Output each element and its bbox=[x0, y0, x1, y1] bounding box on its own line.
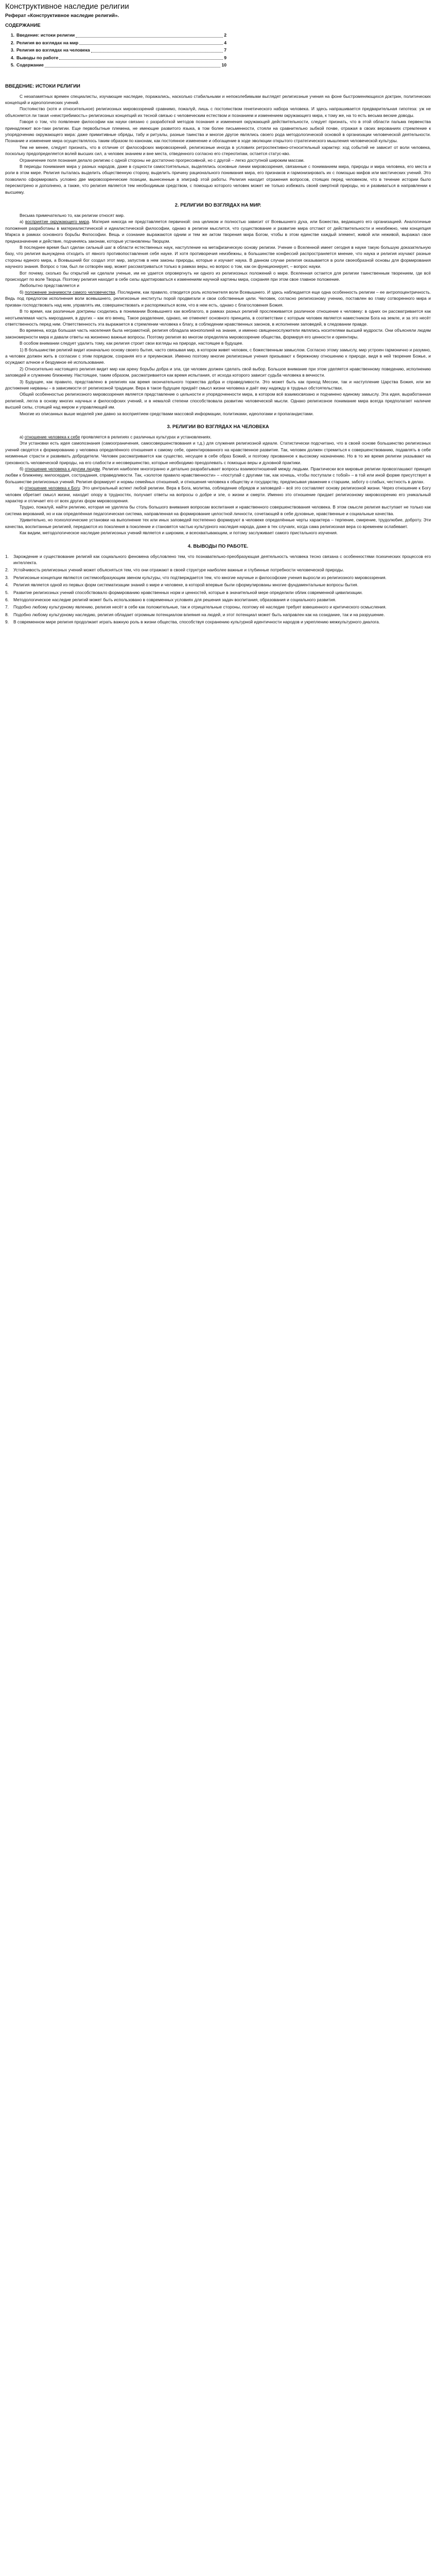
toc-item-page: 9 bbox=[224, 55, 226, 60]
paragraph: В то время, как различные доктрины сходились в понимании Всевышнего как всеблагого, в рамках разных религий прослеживается различное отношение к человеку: в одних он рассматривается как неотъемлемая часть мироздания, в других – как его венец. Такое разделение, однако, не отменяет основного принципа, в соответствии с которым человек является наместником Бога на земле, и за это несёт ответственность перед ним. Ответственность эта выражается в стремлении человека к благу, в соблюдении нравственных законов, в исполнении заповедей, в следовании правде. bbox=[5, 309, 431, 327]
paragraph: Многие из описанных выше моделей уже давно за восприятием средствами массовой информации, политиками, идеологами и пропагандистами. bbox=[20, 411, 314, 416]
paragraph: В периоды понимания мира у разных народов, даже в сущности самостоятельных, выделялись основные линии мировоззрения, связанные с пониманием мира, природы и мира человека, его места и роли в этом мире. Религия пыталась выделить общественную сторону, выделить причину рационального понимания мира, его признаков и гармонизировать их с помощью мифов или мистических учений. Это позволило сформировать условно две мировоззренческие позиции, вынесенные в эпиграф этой работы. Религия находит отражения вопросов, стоящих перед человеком, что в течение истории было пересмотрено и дополнено, а также, что религия является тем необходимым средством, с помощью которого человек может не только избежать своей смертной природы, но и развиваться в направлении к высшему. bbox=[5, 163, 431, 195]
document-subtitle: Реферат «Конструктивное наследие религий». bbox=[5, 13, 119, 19]
toc-item-label: Содержание bbox=[16, 62, 44, 67]
conclusion-number: 7. bbox=[5, 604, 9, 610]
paragraph: б) положение значимости самого человечества. Последнем, как правило, отводится роль исполнителя воли Всевышнего. И здесь наблюдается еще одна особенность религии – ее антропоцентричность. Ведь под предлогом исполнения воли всевышнего, религиозные институты порой продвигали и свои собственные цели. Человек, согласно религиозному учению, поставлен во главу сотворенного мира и призван господствовать над ним, управлять им, совершенствовать и распоряжаться всем, что в нем есть, однако с благословения Божия. bbox=[5, 289, 431, 308]
conclusion-item bbox=[5, 574, 431, 581]
paragraph: Во времена, когда большая часть населения была неграмотной, религия обладала монополией на знание, и именно священнослужители являлись носителями высшей мудрости. Они объясняли людям закономерности мира и давали ответы на жизненно важные вопросы. Поэтому религия во многом определяла мировоззрение общества, формируя его ценности и ориентиры. bbox=[5, 328, 431, 340]
toc-item-label: Выводы по работе bbox=[16, 55, 59, 60]
toc-item-number: 2. bbox=[10, 40, 14, 45]
toc-item-number: 1. bbox=[10, 32, 14, 38]
conclusion-text: Религия является одной из первых форм систематизации знаний о мире и человеке, в которой впервые были сформулированы многие фундаментальные вопросы бытия. bbox=[13, 582, 359, 588]
conclusion-number: 1. bbox=[5, 553, 9, 559]
conclusions-heading: 4. ВЫВОДЫ ПО РАБОТЕ. bbox=[187, 543, 249, 549]
paragraph: В последнее время был сделан сильный шаг в области естественных наук, наступление на метафизическую основу религии. Учение о Вселенной имеет сегодня в науке такую большую доказательную базу, что религия вынуждена отходить от явного противопоставления себя науке. И хотя противоречия неизбежны, в большинстве конфессий распространяется мнение, что наука и религия изучают разные стороны единого мира, а Всевышний бог создал этот мир, запустив в нем законы природы, которые и изучает наука. В данном случае религия оказывается в роли своеобразной основы для формирования научного знания. Вопрос о том, был ли сотворён мир, может рассматриваться только в рамках веры, но вопрос о том, как он функционирует, – вопрос науки. bbox=[5, 245, 431, 269]
paragraph: в) отношение человека к Богу. Это центральный аспект любой религии. Вера в Бога, молитва, соблюдение обрядов и заповедей – всё это составляет основу религиозной жизни. Через отношение к Богу человек обретает смысл жизни, находит опору в трудностях, получает ответы на вопросы о добре и зле, о жизни и смерти. Именно это отношение придает религиозному мировоззрению его уникальный характер и отличает его от всех других форм мировоззрения. bbox=[5, 485, 431, 504]
conclusions-list bbox=[5, 553, 431, 625]
toc-leader-dots bbox=[91, 52, 223, 53]
toc-item-label: Религия во взглядах на человека bbox=[16, 47, 90, 53]
toc-item[interactable] bbox=[5, 61, 226, 69]
paragraph: Говоря о том, что появление философии как науки связано с разработкой методов познания и изменения окружающей действительности, следует признать, что в этой области пальма первенства принадлежит все-таки религии. Еще первобытные племена, не имеющие развитого языка, в том более письменности, стояли на сравнительно зыбкой почве, отражая в своих верованиях стремление к упорядочению окружающего мира: даже примитивные обряды, табу и ритуалы, разные таинства и многое другое являлись своего рода методологической основой в организации человеческой деятельности. Познание и изменение мира осуществлялось таким образом по канонам, как постоянное изменение и обогащение в ходе эволюции открытого стратегического мышления человеческой культуры. bbox=[5, 119, 431, 144]
paragraph: Удивительно, но психологические установки на выполнение тех или иных заповедей постепенно формируют в человеке определённые черты характера – терпение, смирение, трудолюбие, доброту. Эти качества, воспитанные религией, передаются из поколения в поколение и становятся частью культурного наследия народа, даже в тех случаях, когда сама религиозная вера со временем ослабевает. bbox=[5, 517, 431, 529]
toc-item[interactable] bbox=[5, 54, 226, 62]
paragraph: Любопытно представляется и bbox=[20, 283, 79, 289]
conclusion-text: Подобно любому культурному явлению, религия несёт в себе как положительные, так и отрицательные стороны, поэтому её наследие требует взвешенного и критического осмысления. bbox=[13, 604, 387, 610]
conclusion-number: 5. bbox=[5, 589, 9, 595]
paragraph: а) восприятие окружающего мира. Материя никогда не представляется первичной: она целиком и полностью зависит от Всевышнего духа, или Божества, ведающего его организацией. Аналогичные положения разработаны в материалистической и идеалистической философии, однако в религии мыслится, что существование и развитие мира отстают от действительности и неизбежно, чем концепция Маркса в рамках основного борьбы Философии. Вещь и сознание выражаются одним и тем же актом творения мира Богом, чтобы в этом единстве каждый элемент, живой или неживой, выражал свое предназначение и действие, подчиняясь законам, которые установлены Творцом. bbox=[5, 219, 431, 244]
section-heading: 2. РЕЛИГИИ ВО ВЗГЛЯДАХ НА МИР. bbox=[175, 202, 261, 208]
toc-item-label: Религия во взглядах на мир bbox=[16, 40, 79, 45]
page-title: Конструктивное наследие религии bbox=[5, 2, 129, 11]
conclusion-text: Зарождение и существование религий как социального феномена обусловлено тем, что познавательно-преобразующая деятельность человека тесно связана с особенностями психических процессов его интеллекта. bbox=[13, 553, 431, 565]
paragraph: 3) Будущее, как правило, представлено в религиях как время окончательного торжества добра и справедливости. Это может быть как приход Мессии, так и наступление Царства Божия, или же достижение нирваны – в зависимости от религиозной традиции. Вера в такое будущее придаёт смысл жизни человека и даёт ему надежду в трудных обстоятельствах. bbox=[5, 379, 431, 391]
conclusion-text: Подобно любому культурному наследию, религия обладает огромным потенциалом влияния на людей, и этот потенциал может быть направлен как на созидание, так и на разрушение. bbox=[13, 612, 385, 617]
toc-leader-dots bbox=[79, 44, 223, 45]
paragraph: б) отношение человека к другим людям. Религия наиболее многогранно и детально разрабатывает вопросы взаимоотношений между людьми. Практически все мировые религии провозглашают принцип любви к ближнему, милосердия, сострадания, справедливости. Так, «золотое правило нравственности» – «поступай с другими так, как хочешь, чтобы поступали с тобой» – в той или иной форме присутствует в большинстве религиозных учений. Религия формирует и нормы семейных отношений, и отношения человека к обществу и государству, предписывая уважение к старшим, заботу о слабых, честность в делах. bbox=[5, 466, 431, 484]
paragraph: 2) Относительно настоящего религия видит мир как арену борьбы добра и зла, где человек должен сделать свой выбор. Большое внимание при этом уделяется нравственному поведению, исполнению заповедей и служению ближнему. Настоящее, таким образом, рассматривается как время испытания, от исхода которого зависит судьба человека в вечности. bbox=[5, 366, 431, 378]
toc-item-page: 2 bbox=[224, 32, 226, 38]
table-of-contents bbox=[5, 31, 226, 69]
conclusion-number: 2. bbox=[5, 567, 9, 573]
paragraph: Общей особенностью религиозного мировоззрения является представление о цельности и упорядоченности мира, в котором всё взаимосвязано и подчинено единому замыслу. Эта идея, выработанная религией, легла в основу многих научных и философских учений, и в немалой степени способствовала развитию человеческой мысли. Однако религиозное понимание мира всегда предполагает наличие высшей силы, стоящей над миром и управляющей им. bbox=[5, 392, 431, 410]
paragraph: Трудно, пожалуй, найти религию, которая не уделяла бы столь большого внимания вопросам воспитания и нравственного совершенствования человека. В этом смысле религия выступает не только как система верований, но и как определённая педагогическая система, направленная на формирование целостной личности, сочетающей в себе духовные, нравственные и социальные качества. bbox=[5, 504, 431, 516]
section-heading: 3. РЕЛИГИИ ВО ВЗГЛЯДАХ НА ЧЕЛОВЕКА bbox=[167, 424, 269, 430]
conclusion-number: 3. bbox=[5, 574, 9, 580]
conclusion-number: 6. bbox=[5, 597, 9, 602]
toc-item[interactable] bbox=[5, 31, 226, 39]
conclusion-item bbox=[5, 604, 431, 610]
conclusion-item bbox=[5, 589, 431, 596]
conclusion-item bbox=[5, 582, 431, 588]
paragraph: Постоянство (хотя и относительное) религиозных мировоззрений сравнимо, пожалуй, лишь с постоянством генетического набора человека. И здесь напрашивается предварительная гипотеза: уж не объясняется ли такая «неистребимость» религиозных концепций их тесной связью с человеческим естеством и познанием и изменением окружающего мира, к тому же, на то есть весьма веские доводы. bbox=[5, 106, 431, 118]
paragraph: Тем не менее, следует признать, что в отличие от философских мировоззрений, религиозные иногда в условиях ретроспективно-относительный характер: ход событий не зависит от воли человека, поскольку предопределяется волей высших сил, а человек знанием и вне места, отведенного согласно его стереотипам, остается статус-кво. bbox=[5, 144, 431, 157]
conclusion-item bbox=[5, 567, 431, 573]
document-body bbox=[5, 83, 431, 544]
conclusion-item bbox=[5, 612, 431, 618]
paragraph: Как видим, методологическое наследие религиозных учений является и широким, и всеохватывающим, и потому заслуживает самого пристального изучения. bbox=[20, 530, 338, 536]
toc-leader-dots bbox=[76, 37, 223, 38]
toc-item-number: 4. bbox=[10, 55, 14, 60]
toc-item-page: 7 bbox=[224, 47, 226, 53]
toc-item-number: 3. bbox=[10, 47, 14, 53]
paragraph: Весьма примечательно то, как религии относят мир. bbox=[20, 213, 125, 218]
toc-heading: СОДЕРЖАНИЕ bbox=[5, 23, 41, 28]
conclusion-text: В современном мире религия продолжает играть важную роль в жизни общества, способствуя сохранению культурной идентичности народов и укреплению межкультурного диалога. bbox=[13, 619, 380, 625]
toc-item-page: 4 bbox=[224, 40, 226, 45]
conclusion-item bbox=[5, 597, 431, 603]
toc-item-label: Введение: истоки религии bbox=[16, 32, 75, 38]
conclusion-number: 9. bbox=[5, 619, 9, 625]
paragraph: С незапамятных времен специалисты, изучающие наследие, поражались, насколько стабильными и непоколебимыми выглядят религиозные учения на фоне быстроменяющихся доктрин, политических концепций и идеологических учений. bbox=[5, 93, 431, 105]
conclusion-number: 4. bbox=[5, 582, 9, 588]
paragraph: Ограничение поля познания делало религию с одной стороны не достаточно прогрессивной, но с другой – легко доступной широким массам. bbox=[20, 157, 305, 163]
conclusion-text: Методологическое наследие религий может быть использовано в современных условиях для решения задач воспитания, образования и социального развития. bbox=[13, 597, 337, 602]
toc-leader-dots bbox=[59, 59, 223, 60]
conclusion-text: Развитие религиозных учений способствовало формированию нравственных норм и ценностей, которые в значительной мере определили облик современной цивилизации. bbox=[13, 589, 363, 595]
toc-item-number: 5. bbox=[10, 62, 14, 67]
paragraph: 1) В большинстве религий видит изначально основу своего бытия, часто связывая мир, в котором живет человек, с божественным замыслом. Согласно этому замыслу, мир устроен гармонично и разумно, а человек должен жить в согласии с этим порядком, сохраняя его и преумножая. Именно поэтому многие религиозные учения призывают к бережному отношению к природе, видя в ней творение Божье, и осуждают алчное и бездумное её использование. bbox=[5, 347, 431, 365]
conclusion-number: 8. bbox=[5, 612, 9, 617]
conclusion-item bbox=[5, 619, 431, 625]
toc-item[interactable] bbox=[5, 39, 226, 47]
paragraph: Вот почему, сколько бы открытий ни сделали ученые, им не удается опровергнуть ни одного из религиозных положений о мире. Вселенная остается для религии таинственным творением, где всё происходит по воле Творца. Поэтому религия находит в себе силы адаптироваться к изменениям научной картины мира, сохраняя при этом свое главное положение. bbox=[5, 270, 431, 282]
paragraph: а) отношение человека к себе проявляется в религиях с различных культурах и установлениях. bbox=[20, 434, 212, 439]
toc-item[interactable] bbox=[5, 46, 226, 54]
conclusion-text: Устойчивость религиозных учений может объясняться тем, что они отражают в своей структуре наиболее важные и глубинные потребности человеческой природы. bbox=[13, 567, 344, 573]
toc-item-page: 10 bbox=[221, 62, 226, 67]
conclusion-text: Религиозные концепции являются системообразующим звеном культуры, что подтверждается тем, что многие научные и философские учения выросли из религиозного мировоззрения. bbox=[13, 574, 387, 580]
section-heading: ВВЕДЕНИЕ: ИСТОКИ РЕЛИГИИ bbox=[5, 83, 80, 89]
document-page bbox=[0, 0, 436, 626]
paragraph: Эти установки есть идея самопознания (самоограничения, самосовершенствования и т.д.) для служения религиозной идеале. Статистически подсчитано, что в своей основе большинство религиозных учений сводятся к формированию у человека определённого отношения к самому себе, ориентированного на нравственное развитие. Так, человек должен стремиться к совершенствованию, подавлять в себе низменные страсти и развивать добродетели. Человек рассматривается как существо, несущее в себе образ Божий, и поэтому призванное к высокому назначению. Но в то же время религии указывают на греховность человеческой природы, на его слабости и несовершенство, которые необходимо преодолевать с помощью веры и духовной практики. bbox=[5, 440, 431, 465]
paragraph: В особом внимании следует удалить тому, как религия строит свои взгляды на природе, настоящее в будущее. bbox=[20, 341, 243, 346]
conclusion-item bbox=[5, 553, 431, 566]
